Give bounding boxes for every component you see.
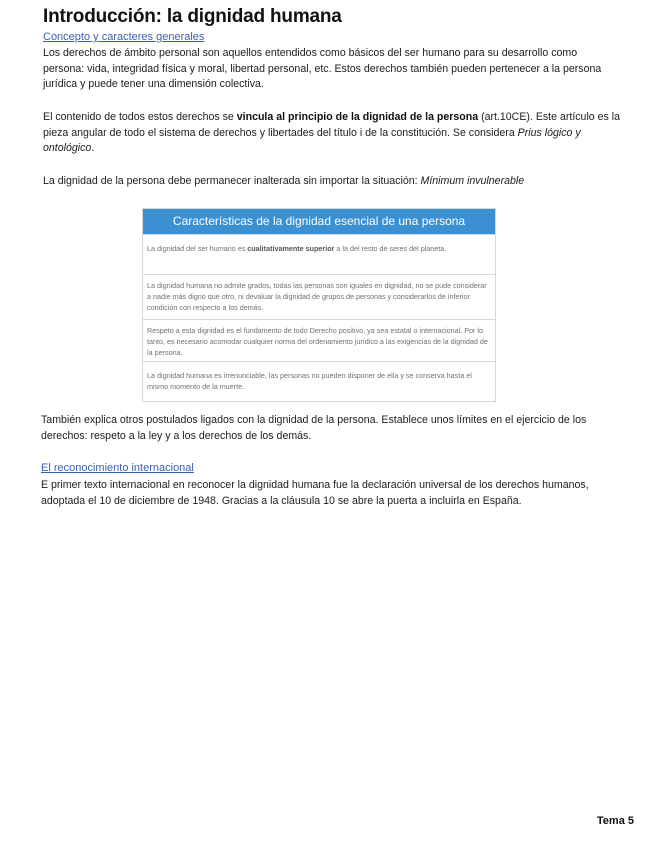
bold-phrase: vincula al principio de la dignidad de la persona <box>236 111 479 123</box>
paragraph-text: La dignidad de la persona debe permanecer inalterada sin importar la situación: <box>43 175 421 187</box>
row-text: a la del resto de seres del planeta. <box>334 244 447 253</box>
characteristics-row: La dignidad humana es irrenunciable, las personas no pueden disponer de ella y se conserva hasta el mismo momento de la muerte. <box>143 361 495 401</box>
paragraph-text: (art.10CE). Este artículo es la pieza angular de todo el sistema de derechos y libertades del título i de la constitución. Se considera <box>43 111 621 139</box>
characteristics-table <box>142 208 496 402</box>
characteristics-row: Respeto a esta dignidad es el fundamento de todo Derecho positivo, ya sea estatal o internacional. Por lo tanto, es necesario acomodar cualquier norma del ordenamiento jurídico a las exigencias de la dignidad de la persona. <box>143 319 495 361</box>
characteristics-row <box>143 234 495 274</box>
row-text: La dignidad del ser humano es <box>147 244 248 253</box>
italic-phrase: Prius lógico y ontológico <box>43 126 581 154</box>
page-title: Introducción: la dignidad humana <box>43 6 342 27</box>
characteristics-table-header: Características de la dignidad esencial de una persona <box>143 209 495 234</box>
paragraph-text: . <box>91 142 95 154</box>
paragraph-derechos-personales: Los derechos de ámbito personal son aquellos entendidos como básicos del ser humano para su desarrollo como persona: vida, integridad física y moral, libertad personal, etc. Estos derechos también pueden pertenecer a la persona jurídica y puede tener una dimensión colectiva. <box>43 47 602 90</box>
italic-phrase: Mínimum invulnerable <box>420 175 525 187</box>
bold-phrase: cualitativamente superior <box>247 244 335 253</box>
characteristics-row: La dignidad humana no admite grados, todas las personas son iguales en dignidad, no se pude considerar a nadie más digno que otro, ni devaluar la dignidad de grupos de personas y considerarlos de inferior condición con respecto a los demás. <box>143 274 495 319</box>
paragraph-text: El contenido de todos estos derechos se <box>43 111 237 123</box>
paragraph-dignidad-inalterada <box>43 174 643 190</box>
paragraph-reconocimiento: E primer texto internacional en reconocer la dignidad humana fue la declaración universal de los derechos humanos, adoptada el 10 de diciembre de 1948. Gracias a la cláusula 10 se abre la puerta a incluirla en España. <box>41 479 589 507</box>
page-footer-label: Tema 5 <box>596 815 634 827</box>
section-heading-concepto[interactable]: Concepto y caracteres generales <box>43 31 205 43</box>
paragraph-contenido-derechos <box>43 110 623 157</box>
section-heading-reconocimiento[interactable]: El reconocimiento internacional <box>41 462 194 474</box>
paragraph-postulados: También explica otros postulados ligados con la dignidad de la persona. Establece unos límites en el ejercicio de los derechos: respeto a la ley y a los derechos de los demás. <box>41 414 587 442</box>
